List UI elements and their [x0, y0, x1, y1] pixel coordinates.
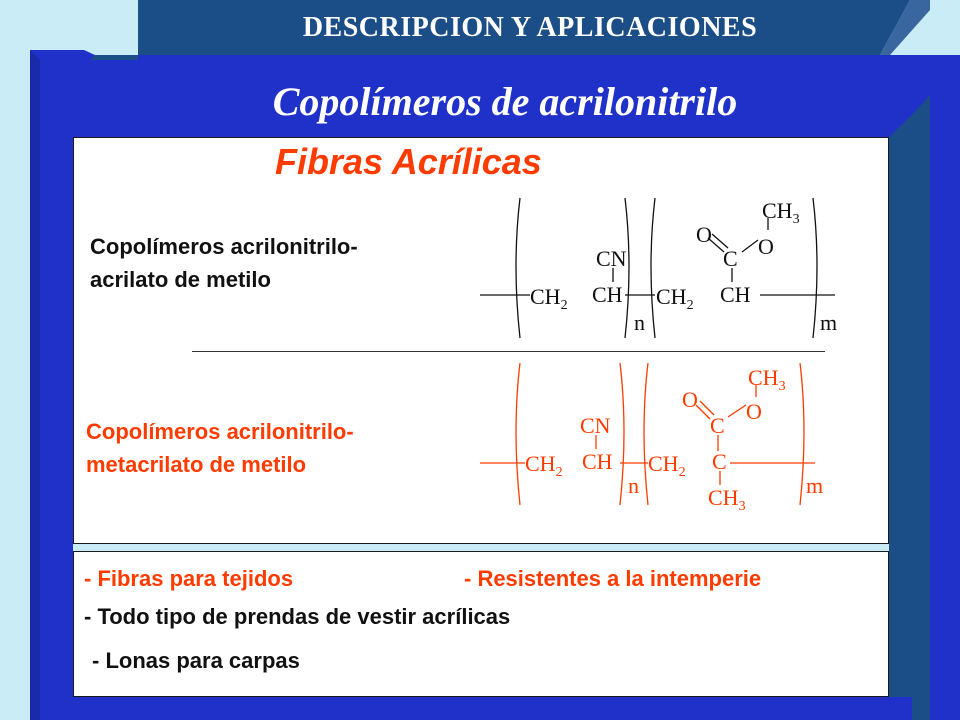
ch2-a-text: $CH_2$	[530, 284, 568, 313]
application-item: - Fibras para tejidos	[84, 566, 294, 591]
ch2-b-text: $CH_2$	[648, 451, 686, 480]
copolymer-2-label-line1: Copolímeros acrilonitrilo-	[86, 419, 354, 444]
cn-text: CN	[580, 413, 611, 438]
subscript-n-text: n	[634, 310, 645, 335]
copolymer-2-label-line2: metacrilato de metilo	[86, 452, 307, 477]
copolymer-1-formula	[470, 190, 850, 350]
subscript-m-text: m	[806, 473, 824, 498]
ch2-a-text: $CH_2$	[525, 451, 563, 480]
ch3-top-text: $CH_3$	[762, 198, 800, 227]
application-item: - Resistentes a la intemperie	[464, 566, 762, 591]
cn-text: CN	[596, 246, 627, 271]
section-title: Fibras Acrílicas	[275, 141, 542, 182]
application-item: - Lonas para carpas	[92, 648, 300, 673]
c-quat-text: C	[712, 449, 727, 474]
ch3-top-text: $CH_3$	[748, 365, 786, 394]
c-carbonyl-text: C	[710, 413, 725, 438]
subscript-n-text: n	[628, 473, 639, 498]
o-ester-text: O	[746, 399, 762, 424]
ch2-b-text: $CH_2$	[656, 284, 694, 313]
copolymer-1-label	[90, 230, 358, 296]
divider	[192, 351, 825, 352]
ch-a-text: CH	[582, 449, 613, 474]
o-carbonyl-text: O	[696, 222, 712, 247]
o-ester-text: O	[758, 234, 774, 259]
copolymer-1-label-line2: acrilato de metilo	[90, 267, 271, 292]
copolymer-2-formula	[470, 355, 850, 515]
copolymer-1-label-line1: Copolímeros acrilonitrilo-	[90, 234, 358, 259]
page-subtitle: Copolímeros de acrilonitrilo	[272, 79, 738, 124]
application-item: - Todo tipo de prendas de vestir acrílicas	[84, 604, 511, 629]
ch-b-text: CH	[720, 282, 751, 307]
ch3-bottom-text: $CH_3$	[708, 485, 746, 514]
header-title: DESCRIPCION Y APLICACIONES	[302, 12, 758, 43]
ch-a-text: CH	[592, 282, 623, 307]
copolymer-2-label	[86, 415, 354, 481]
subscript-m-text: m	[820, 310, 838, 335]
o-carbonyl-text: O	[682, 387, 698, 412]
c-carbonyl-text: C	[723, 246, 738, 271]
